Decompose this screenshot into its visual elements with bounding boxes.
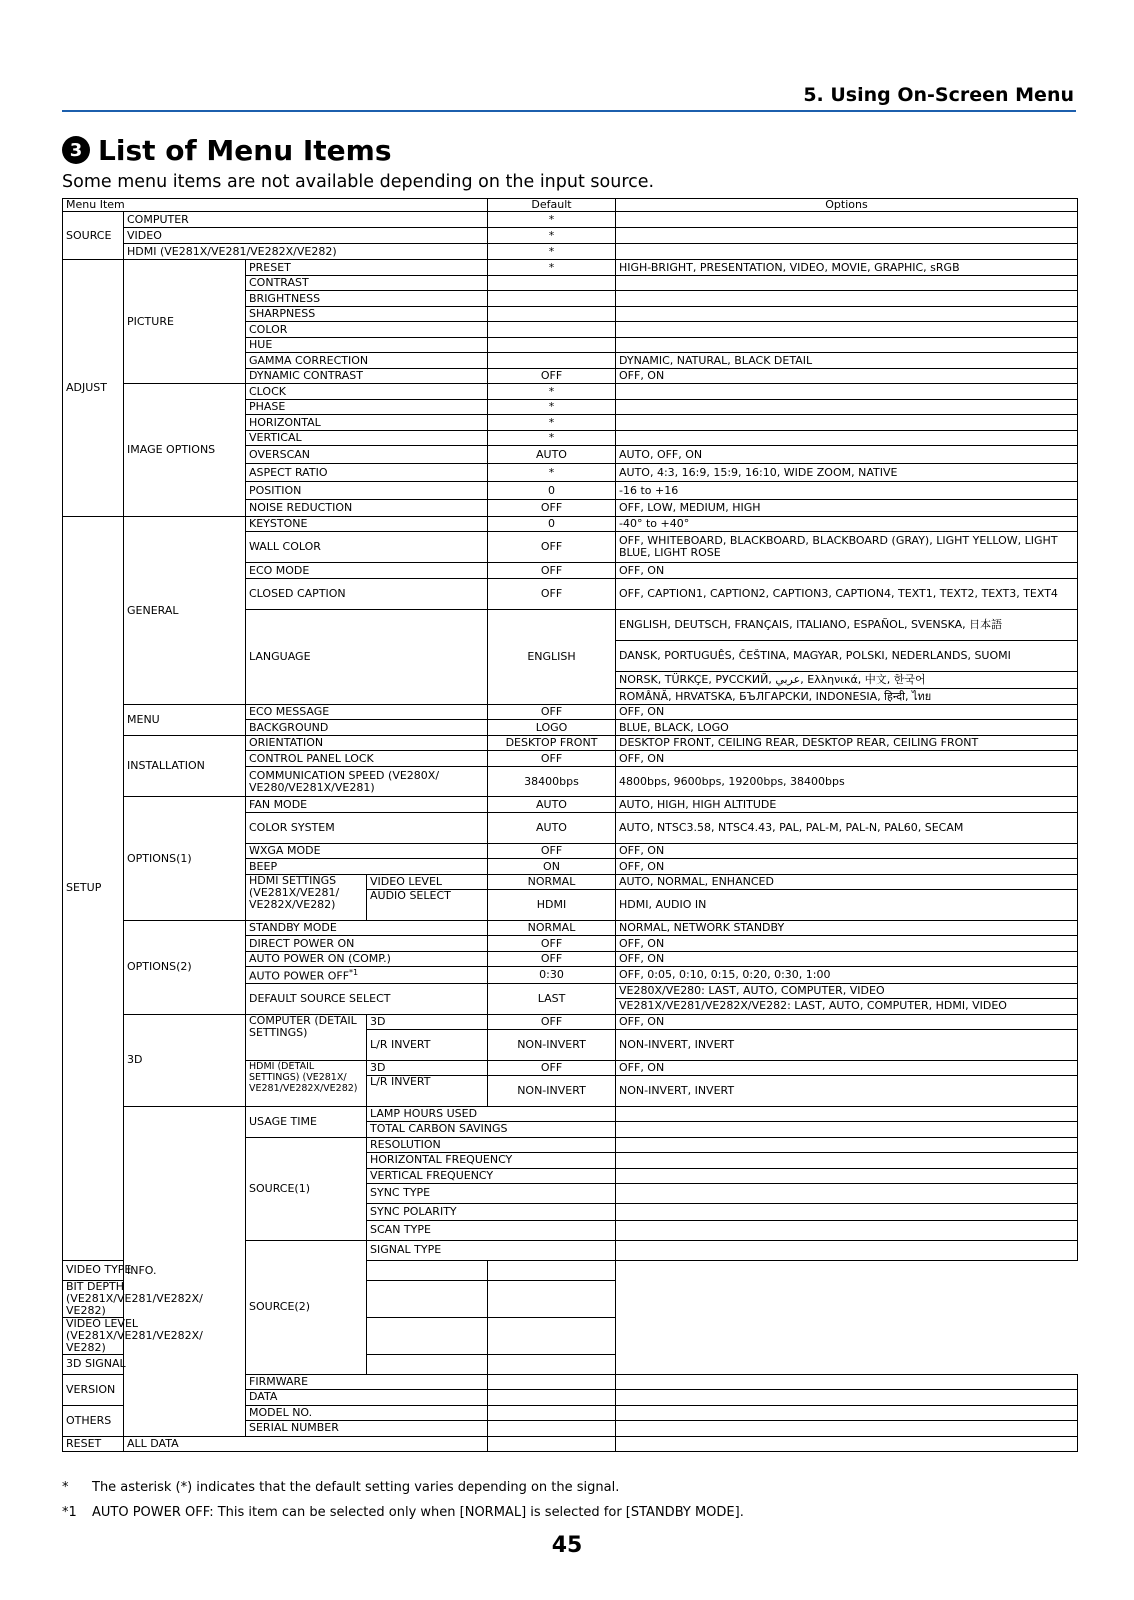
header-rule [62, 110, 1076, 112]
default-value [488, 1374, 616, 1389]
item-computer: COMPUTER [124, 212, 488, 228]
item-3d: 3D [367, 1060, 488, 1075]
item-color: COLOR [246, 322, 488, 338]
page-title [62, 130, 392, 170]
default-value: * [488, 431, 616, 446]
table-row [63, 260, 1078, 276]
options-value [616, 1436, 1078, 1451]
default-value [488, 322, 616, 338]
default-value [616, 1106, 1078, 1121]
footnote-text: AUTO POWER OFF: This item can be selected only when [NORMAL] is selected for [STANDBY MODE]. [92, 1505, 744, 1520]
item-scan-type: SCAN TYPE [367, 1220, 616, 1240]
table-row [63, 517, 1078, 532]
options-value: HDMI, AUDIO IN [616, 890, 1078, 921]
table-row [63, 1260, 1078, 1280]
default-value: AUTO [488, 813, 616, 844]
subgroup-options1: OPTIONS(1) [124, 797, 246, 921]
item-horizontal: HORIZONTAL [246, 415, 488, 431]
options-value: ROMÂNĂ, HRVATSKA, БЪЛГАРСКИ, INDONESIA, हिन्दी, ไทย [616, 689, 1078, 705]
options-value [616, 384, 1078, 400]
item-hdmi-settings: HDMI SETTINGS (VE281X/VE281/ VE282X/VE282) [246, 875, 367, 921]
default-value: ON [488, 859, 616, 875]
item-standby-mode: STANDBY MODE [246, 921, 488, 936]
item-lr-invert: L/R INVERT [367, 1075, 488, 1106]
default-value [488, 291, 616, 307]
options-value: HIGH-BRIGHT, PRESENTATION, VIDEO, MOVIE, GRAPHIC, sRGB [616, 260, 1078, 276]
subgroup-menu: MENU [124, 705, 246, 736]
options-value: OFF, 0:05, 0:10, 0:15, 0:20, 0:30, 1:00 [616, 967, 1078, 984]
footnote-mark: * [62, 1480, 69, 1495]
item-bit-depth: BIT DEPTH (VE281X/VE281/VE282X/ VE282) [63, 1280, 246, 1317]
item-3d-signal: 3D SIGNAL [63, 1354, 246, 1374]
section-heading: 5. Using On-Screen Menu [803, 84, 1074, 106]
item-model-no: MODEL NO. [246, 1405, 488, 1420]
options-value [616, 291, 1078, 307]
default-value [616, 1137, 1078, 1152]
default-value: NON-INVERT [488, 1075, 616, 1106]
table-row [63, 797, 1078, 813]
options-value [616, 212, 1078, 228]
options-value: AUTO, OFF, ON [616, 446, 1078, 464]
subgroup-source2: SOURCE(2) [246, 1240, 367, 1374]
default-value [616, 1220, 1078, 1240]
default-value: OFF [488, 500, 616, 517]
item-lamp-hours-used: LAMP HOURS USED [367, 1106, 616, 1121]
table-row [63, 736, 1078, 751]
options-value [616, 307, 1078, 322]
options-value [616, 400, 1078, 415]
item-vertical-frequency: VERTICAL FREQUENCY [367, 1168, 616, 1183]
default-value [367, 1280, 488, 1317]
default-value: LOGO [488, 720, 616, 736]
options-value [488, 1260, 616, 1280]
table-row [63, 1436, 1078, 1451]
options-value: OFF, ON [616, 1014, 1078, 1029]
subgroup-installation: INSTALLATION [124, 736, 246, 797]
options-value: -40° to +40° [616, 517, 1078, 532]
table-row [63, 244, 1078, 260]
subgroup-3d: 3D [124, 1014, 246, 1106]
table-header-row [63, 199, 1078, 212]
default-value [488, 1436, 616, 1451]
options-value [616, 322, 1078, 338]
footnote-1 [62, 1480, 744, 1495]
menu-items-table [62, 198, 1078, 1452]
default-value [616, 1203, 1078, 1220]
options-value: NORSK, TÜRKÇE, РУССКИЙ, عربي, Ελληνικά, 中文, 한국어 [616, 672, 1078, 689]
page-subtitle: Some menu items are not available depending on the input source. [62, 172, 655, 192]
default-value: OFF [488, 563, 616, 579]
group-adjust: ADJUST [63, 260, 124, 517]
default-value: LAST [488, 983, 616, 1014]
subgroup-picture: PICTURE [124, 260, 246, 384]
default-value: OFF [488, 532, 616, 563]
group-info: INFO. [124, 1106, 246, 1436]
default-value: OFF [488, 1014, 616, 1029]
item-3d: 3D [367, 1014, 488, 1029]
subgroup-source1: SOURCE(1) [246, 1137, 367, 1240]
default-value: 0 [488, 517, 616, 532]
options-value: OFF, ON [616, 844, 1078, 859]
item-auto-power-off-label: AUTO POWER OFF [249, 969, 350, 983]
default-value [616, 1152, 1078, 1168]
table-row [63, 384, 1078, 400]
item-signal-type: SIGNAL TYPE [367, 1240, 616, 1260]
table-row [63, 705, 1078, 720]
options-value: OFF, ON [616, 859, 1078, 875]
options-value: ENGLISH, DEUTSCH, FRANÇAIS, ITALIANO, ESPAÑOL, SVENSKA, 日本語 [616, 610, 1078, 641]
item-data: DATA [246, 1389, 488, 1405]
table-row [63, 1106, 1078, 1121]
default-value [616, 1121, 1078, 1137]
default-value [488, 1389, 616, 1405]
item-computer-detail-settings: COMPUTER (DETAIL SETTINGS) [246, 1014, 367, 1060]
options-value: OFF, ON [616, 936, 1078, 952]
item-hdmi-detail-settings: HDMI (DETAIL SETTINGS) (VE281X/ VE281/VE282X/VE282) [246, 1060, 367, 1106]
options-value: OFF, ON [616, 563, 1078, 579]
options-value [616, 1405, 1078, 1420]
options-value [616, 1374, 1078, 1389]
item-aspect-ratio: ASPECT RATIO [246, 464, 488, 482]
options-value: AUTO, NTSC3.58, NTSC4.43, PAL, PAL-M, PAL-N, PAL60, SECAM [616, 813, 1078, 844]
header-options: Options [616, 199, 1078, 212]
options-value: OFF, WHITEBOARD, BLACKBOARD, BLACKBOARD (GRAY), LIGHT YELLOW, LIGHT BLUE, LIGHT ROSE [616, 532, 1078, 563]
item-control-panel-lock: CONTROL PANEL LOCK [246, 751, 488, 767]
default-value: * [488, 464, 616, 482]
options-value [616, 244, 1078, 260]
default-value: OFF [488, 579, 616, 610]
default-value [488, 1420, 616, 1436]
options-value [616, 431, 1078, 446]
item-eco-mode: ECO MODE [246, 563, 488, 579]
options-value [616, 415, 1078, 431]
default-value: NORMAL [488, 921, 616, 936]
default-value: OFF [488, 369, 616, 384]
options-value [616, 1420, 1078, 1436]
default-value: OFF [488, 1060, 616, 1075]
item-serial-number: SERIAL NUMBER [246, 1420, 488, 1436]
default-value [488, 353, 616, 369]
default-value: 0 [488, 482, 616, 500]
default-value: * [488, 212, 616, 228]
item-audio-select: AUDIO SELECT [367, 890, 488, 921]
default-value: * [488, 415, 616, 431]
footnote-mark: *1 [62, 1505, 77, 1520]
options-value [488, 1317, 616, 1354]
default-value [488, 1405, 616, 1420]
item-direct-power-on: DIRECT POWER ON [246, 936, 488, 952]
item-noise-reduction: NOISE REDUCTION [246, 500, 488, 517]
default-value: AUTO [488, 446, 616, 464]
group-source: SOURCE [63, 212, 124, 260]
default-value: * [488, 400, 616, 415]
options-value [488, 1280, 616, 1317]
options-value [488, 1354, 616, 1374]
item-sync-polarity: SYNC POLARITY [367, 1203, 616, 1220]
default-value: NON-INVERT [488, 1029, 616, 1060]
subgroup-options2: OPTIONS(2) [124, 921, 246, 1015]
table-row [63, 921, 1078, 936]
header-default: Default [488, 199, 616, 212]
footnote-text: The asterisk (*) indicates that the default setting varies depending on the signal. [92, 1480, 620, 1495]
item-dynamic-contrast: DYNAMIC CONTRAST [246, 369, 488, 384]
item-total-carbon-savings: TOTAL CARBON SAVINGS [367, 1121, 616, 1137]
item-communication-speed: COMMUNICATION SPEED (VE280X/ VE280/VE281X/VE281) [246, 767, 488, 797]
options-value: AUTO, HIGH, HIGH ALTITUDE [616, 797, 1078, 813]
default-value: DESKTOP FRONT [488, 736, 616, 751]
default-value: * [488, 384, 616, 400]
item-background: BACKGROUND [246, 720, 488, 736]
options-value: DANSK, PORTUGUÊS, ČEŠTINA, MAGYAR, POLSKI, NEDERLANDS, SUOMI [616, 641, 1078, 672]
subgroup-others: OTHERS [63, 1405, 124, 1436]
default-value: ENGLISH [488, 610, 616, 705]
default-value: * [488, 228, 616, 244]
default-value [367, 1260, 488, 1280]
item-vertical: VERTICAL [246, 431, 488, 446]
item-closed-caption: CLOSED CAPTION [246, 579, 488, 610]
item-position: POSITION [246, 482, 488, 500]
footnotes [62, 1480, 744, 1530]
default-value [367, 1354, 488, 1374]
table-row [63, 1317, 1078, 1354]
options-value: OFF, ON [616, 1060, 1078, 1075]
item-wall-color: WALL COLOR [246, 532, 488, 563]
table-row [63, 228, 1078, 244]
options-value: NORMAL, NETWORK STANDBY [616, 921, 1078, 936]
default-value: HDMI [488, 890, 616, 921]
options-value: 4800bps, 9600bps, 19200bps, 38400bps [616, 767, 1078, 797]
item-all-data: ALL DATA [124, 1436, 488, 1451]
item-keystone: KEYSTONE [246, 517, 488, 532]
table-row [63, 1014, 1078, 1029]
default-value: OFF [488, 844, 616, 859]
item-color-system: COLOR SYSTEM [246, 813, 488, 844]
item-lr-invert: L/R INVERT [367, 1029, 488, 1060]
options-value: OFF, ON [616, 952, 1078, 967]
group-setup: SETUP [63, 517, 124, 1261]
item-video: VIDEO [124, 228, 488, 244]
table-row [63, 212, 1078, 228]
subgroup-general: GENERAL [124, 517, 246, 705]
default-value [616, 1183, 1078, 1203]
options-value [616, 338, 1078, 353]
item-beep: BEEP [246, 859, 488, 875]
default-value: AUTO [488, 797, 616, 813]
default-value: NORMAL [488, 875, 616, 890]
footnote-2 [62, 1505, 744, 1520]
options-value: -16 to +16 [616, 482, 1078, 500]
item-phase: PHASE [246, 400, 488, 415]
header-menu-item: Menu Item [63, 199, 488, 212]
item-wxga-mode: WXGA MODE [246, 844, 488, 859]
table-row [63, 1280, 1078, 1317]
item-orientation: ORIENTATION [246, 736, 488, 751]
options-value: AUTO, 4:3, 16:9, 15:9, 16:10, WIDE ZOOM, NATIVE [616, 464, 1078, 482]
default-value [367, 1317, 488, 1354]
item-gamma-correction: GAMMA CORRECTION [246, 353, 488, 369]
subgroup-version: VERSION [63, 1374, 124, 1405]
options-value: OFF, ON [616, 369, 1078, 384]
options-value [616, 228, 1078, 244]
default-value: 0:30 [488, 967, 616, 984]
item-default-source-select: DEFAULT SOURCE SELECT [246, 983, 488, 1014]
options-value: NON-INVERT, INVERT [616, 1029, 1078, 1060]
default-value: 38400bps [488, 767, 616, 797]
item-video-level: VIDEO LEVEL [367, 875, 488, 890]
item-preset: PRESET [246, 260, 488, 276]
subgroup-usage-time: USAGE TIME [246, 1106, 367, 1137]
page-number: 45 [551, 1533, 583, 1558]
item-contrast: CONTRAST [246, 276, 488, 291]
number-badge-icon: 3 [62, 136, 90, 164]
options-value: AUTO, NORMAL, ENHANCED [616, 875, 1078, 890]
default-value: OFF [488, 936, 616, 952]
item-sharpness: SHARPNESS [246, 307, 488, 322]
options-value: VE281X/VE281/VE282X/VE282: LAST, AUTO, COMPUTER, HDMI, VIDEO [616, 998, 1078, 1014]
item-video-type: VIDEO TYPE [63, 1260, 246, 1280]
item-auto-power-on: AUTO POWER ON (COMP.) [246, 952, 488, 967]
default-value [616, 1168, 1078, 1183]
item-hue: HUE [246, 338, 488, 353]
options-value: BLUE, BLACK, LOGO [616, 720, 1078, 736]
item-auto-power-off [246, 967, 488, 984]
options-value: NON-INVERT, INVERT [616, 1075, 1078, 1106]
default-value: OFF [488, 705, 616, 720]
options-value: OFF, LOW, MEDIUM, HIGH [616, 500, 1078, 517]
subgroup-image-options: IMAGE OPTIONS [124, 384, 246, 517]
default-value: OFF [488, 751, 616, 767]
item-eco-message: ECO MESSAGE [246, 705, 488, 720]
item-overscan: OVERSCAN [246, 446, 488, 464]
group-reset: RESET [63, 1436, 124, 1451]
options-value: OFF, CAPTION1, CAPTION2, CAPTION3, CAPTION4, TEXT1, TEXT2, TEXT3, TEXT4 [616, 579, 1078, 610]
item-hdmi: HDMI (VE281X/VE281/VE282X/VE282) [124, 244, 488, 260]
options-value [616, 276, 1078, 291]
default-value: * [488, 260, 616, 276]
footnote-ref: *1 [349, 968, 359, 977]
item-fan-mode: FAN MODE [246, 797, 488, 813]
item-sync-type: SYNC TYPE [367, 1183, 616, 1203]
options-value: VE280X/VE280: LAST, AUTO, COMPUTER, VIDEO [616, 983, 1078, 998]
item-video-level-info: VIDEO LEVEL (VE281X/VE281/VE282X/ VE282) [63, 1317, 246, 1354]
default-value [616, 1240, 1078, 1260]
options-value [616, 1389, 1078, 1405]
item-resolution: RESOLUTION [367, 1137, 616, 1152]
options-value: DESKTOP FRONT, CEILING REAR, DESKTOP REAR, CEILING FRONT [616, 736, 1078, 751]
item-horizontal-frequency: HORIZONTAL FREQUENCY [367, 1152, 616, 1168]
options-value: DYNAMIC, NATURAL, BLACK DETAIL [616, 353, 1078, 369]
page-title-text: List of Menu Items [98, 133, 392, 167]
item-clock: CLOCK [246, 384, 488, 400]
default-value [488, 307, 616, 322]
table-row [63, 1354, 1078, 1374]
default-value [488, 276, 616, 291]
options-value: OFF, ON [616, 705, 1078, 720]
item-language: LANGUAGE [246, 610, 488, 705]
item-firmware: FIRMWARE [246, 1374, 488, 1389]
default-value: OFF [488, 952, 616, 967]
item-brightness: BRIGHTNESS [246, 291, 488, 307]
default-value [488, 338, 616, 353]
default-value: * [488, 244, 616, 260]
options-value: OFF, ON [616, 751, 1078, 767]
